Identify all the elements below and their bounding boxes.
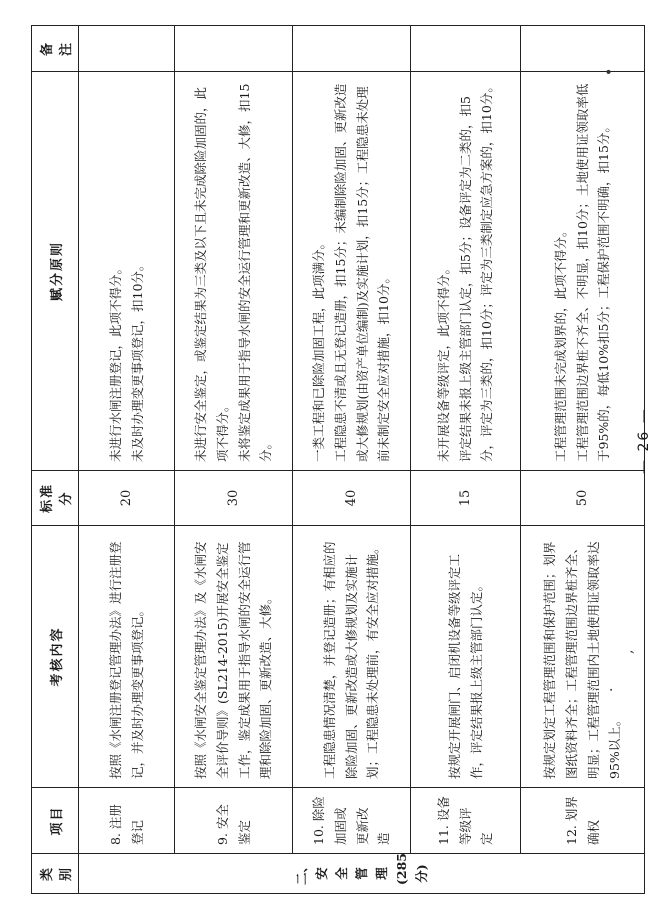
rule-line: 未开展设备等级评定，此项不得分。: [435, 261, 451, 462]
rules-cell: [293, 72, 411, 471]
table-header-row: [32, 26, 79, 894]
rule-line: 未进行安全鉴定，或鉴定结果为三类及以下且未完成除险加固的，此项不得分。: [192, 86, 230, 462]
remarks-cell: [293, 26, 411, 72]
table-row: [79, 26, 175, 894]
rule-line: 工程管理范围边界桩不齐全、不明显，扣10分；土地使用证领取率低于95%的，每低10%扣5分；工程保护范围不明确，扣15分。: [574, 83, 612, 462]
content-cell: 按规定划定工程管理范围和保护范围；划界图纸资料齐全；工程管理范围边界桩齐全、明显；工程管理范围内土地使用证领取率达95%以上。: [521, 526, 645, 788]
header-content: 考核内容: [32, 526, 79, 788]
score-cell: 40: [293, 471, 411, 526]
rule-line: 评定结果未报上级主管部门认定，扣5分；设备评定为二类的，扣5分，评定为三类的，扣10分；评定为三类制定应急方案的，扣10分。: [457, 80, 495, 462]
rule-line: 一类工程和已除险加固工程，此项满分。: [310, 236, 326, 462]
header-score: 标准分: [32, 471, 79, 526]
rule-line: 未将鉴定成果用于指导水闸的安全运行管理和更新改造、大修，扣15分。: [236, 83, 274, 462]
remarks-cell: [175, 26, 293, 72]
rules-cell: [521, 72, 645, 471]
table-row: [411, 26, 521, 894]
score-cell: 20: [79, 471, 175, 526]
rules-cell: [79, 72, 175, 471]
rules-cell: [411, 72, 521, 471]
rule-line: 未进行水闸注册登记，此项不得分。: [107, 261, 123, 462]
remarks-cell: [411, 26, 521, 72]
rule-line: 未及时办理变更事项登记，扣10分。: [129, 258, 145, 462]
category-number: 二、: [293, 859, 309, 885]
content-cell: 按照《水闸安全鉴定管理办法》及《水闸安全评价导则》(SL214-2015)开展安全鉴定工作，鉴定成果用于指导水闸的安全运行管理和除险加固、更新改造、大修。: [175, 526, 293, 788]
header-category: 类别: [32, 854, 79, 894]
content-cell: 按规定开展闸门、启闭机设备等级评定工作，评定结果报上级主管部门认定。: [411, 526, 521, 788]
table-row: [175, 26, 293, 894]
remarks-cell: [521, 26, 645, 72]
content-cell: 工程隐患情况清楚，并登记造册；有相应的除险加固、更新改造或大修规划及实施计划；工程隐患未处理前，有安全应对措施。: [293, 526, 411, 788]
category-name: 安全管理(285分): [313, 852, 429, 885]
content-cell: 按照《水闸注册登记管理办法》进行注册登记，并及时办理变更事项登记。: [79, 526, 175, 788]
project-cell: 8. 注册登记: [79, 788, 175, 854]
scoring-table: [31, 25, 645, 894]
score-cell: 50: [521, 471, 645, 526]
category-cell: [79, 854, 645, 894]
table-row: [293, 26, 411, 894]
scan-mark: ,: [620, 649, 636, 654]
scan-mark: ·: [604, 687, 620, 692]
project-cell: 10. 除险加固或更新改造: [293, 788, 411, 854]
rule-line: 工程管理范围未完成划界的，此项不得分。: [552, 224, 568, 462]
scan-mark: •: [602, 67, 618, 76]
rules-cell: [175, 72, 293, 471]
score-cell: 30: [175, 471, 293, 526]
project-cell: 12. 划界确权: [521, 788, 645, 854]
project-cell: 9. 安全鉴定: [175, 788, 293, 854]
rule-line: 工程隐患不清或且无登记造册，扣15分；未编制除险加固、更新改造或大修规划(由资产单位编制)及实施计划，扣15分；工程隐患未处理前未制定安全应对措施，扣10分。: [332, 83, 392, 462]
header-rules: 赋分原则: [32, 72, 79, 471]
page-number: — 26 —: [636, 407, 652, 474]
score-cell: 15: [411, 471, 521, 526]
header-project: 项目: [32, 788, 79, 854]
project-cell: 11. 设备等级评定: [411, 788, 521, 854]
header-remarks: 备注: [32, 26, 79, 72]
table-row: [521, 26, 645, 894]
remarks-cell: [79, 26, 175, 72]
